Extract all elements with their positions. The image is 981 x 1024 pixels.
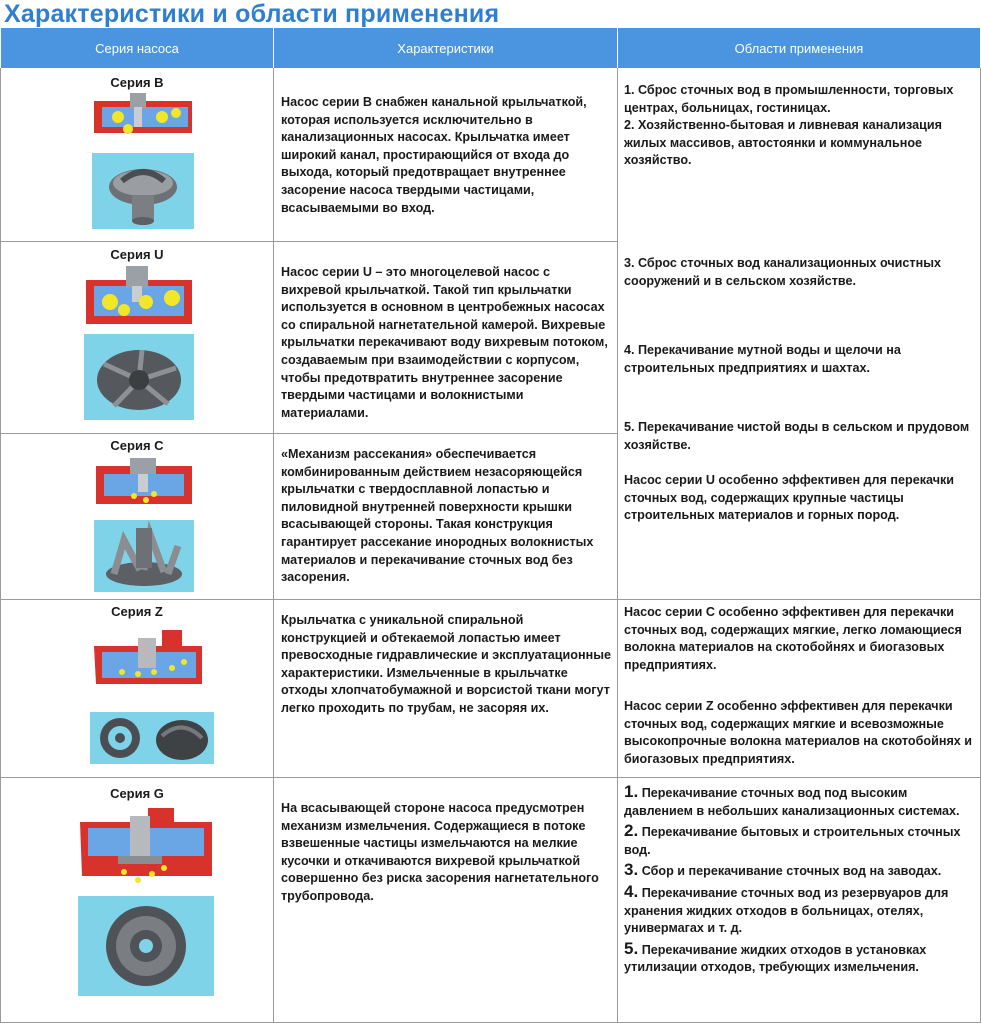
series-g-diagram bbox=[78, 806, 214, 890]
note-series-z: Насос серии Z особенно эффективен для перекачки сточных вод, содержащих мягкие и всевозможные высокопрочные волокна материалов на скотобойнях и биогазовых предприятиях. bbox=[624, 699, 973, 766]
series-u-diagram bbox=[84, 266, 194, 332]
series-b-diagram bbox=[92, 93, 194, 143]
g-application-number: 4. bbox=[624, 881, 639, 901]
series-z-impeller-photo bbox=[90, 712, 214, 764]
g-application-text: Перекачивание сточных вод из резервуаров для хранения жидких отходов в больницах, отелях, универмагах и т. д. bbox=[624, 885, 949, 936]
g-application-number: 5. bbox=[624, 938, 639, 958]
g-application-item bbox=[624, 940, 976, 977]
series-b-description: Насос серии B снабжен канальной крыльчаткой, которая используется исключительно в канализационных насосах. Крыльчатка имеет широкий канал, простирающийся от входа до выхода, который предотвращает внутреннее засорение насоса твердыми частицами, всасываемыми во вход. bbox=[281, 95, 587, 215]
header-characteristics: Характеристики bbox=[274, 28, 617, 68]
table-border-left bbox=[0, 68, 1, 1023]
g-application-number: 2. bbox=[624, 821, 639, 841]
row-divider-3 bbox=[0, 599, 981, 600]
series-z-description: Крыльчатка с уникальной спиральной конструкцией и обтекаемой лопастью имеет превосходные гидравлические и эксплуатационные характеристики. Измельченные в крыльчатке отходы хлопчатобумажной и ворсистой ткани могут легко проходить по трубам, не засоряя их. bbox=[281, 613, 611, 715]
row-divider-1 bbox=[0, 241, 618, 242]
series-b-impeller-photo bbox=[92, 153, 194, 229]
series-u-label: Серия U bbox=[110, 247, 164, 262]
row-divider-4 bbox=[0, 777, 981, 778]
application-1: 1. Сброс сточных вод в промышленности, торговых центрах, больницах, гостиницах. bbox=[624, 83, 954, 115]
application-3: 3. Сброс сточных вод канализационных очистных сооружений и в сельском хозяйстве. bbox=[624, 256, 941, 288]
table-divider-2 bbox=[617, 68, 618, 1023]
series-z-label: Серия Z bbox=[111, 604, 163, 619]
series-c-diagram bbox=[94, 458, 194, 512]
g-application-item bbox=[624, 861, 976, 881]
g-application-number: 3. bbox=[624, 860, 639, 880]
series-g-impeller-photo bbox=[78, 896, 214, 996]
g-application-list bbox=[624, 783, 976, 979]
series-z-diagram bbox=[92, 626, 212, 698]
g-application-text: Перекачивание жидких отходов в установках утилизации отходов, требующих измельчения. bbox=[624, 942, 927, 975]
series-b-label: Серия B bbox=[110, 75, 164, 90]
note-series-u: Насос серии U особенно эффективен для перекачки сточных вод, содержащих крупные частицы строительных материалов и горных пород. bbox=[624, 473, 955, 523]
header-series: Серия насоса bbox=[1, 28, 273, 68]
g-application-number: 1. bbox=[624, 782, 639, 801]
g-application-text: Сбор и перекачивание сточных вод на заводах. bbox=[641, 864, 942, 879]
g-application-text: Перекачивание сточных вод под высоким давлением в небольших канализационных системах. bbox=[624, 786, 960, 818]
series-g-description: На всасывающей стороне насоса предусмотрен механизм измельчения. Содержащиеся в потоке взвешенные частицы измельчаются на мелкие кусочки и откачиваются вихревой крыльчаткой совершенно без риска засорения нагнетательного трубопровода. bbox=[281, 801, 599, 903]
series-c-impeller-photo bbox=[94, 520, 194, 592]
g-application-item bbox=[624, 783, 976, 820]
series-u-impeller-photo bbox=[84, 334, 194, 420]
series-u-description: Насос серии U – это многоцелевой насос с вихревой крыльчаткой. Такой тип крыльчатки используется в основном в центробежных насосах со спиральной нагнетательной камерой. Вихревые крыльчатки перекачивают воду вихревым потоком, создаваемым при взаимодействии с корпусом, чтобы предотвратить внутреннее засорение твердыми частицами и волокнистыми материалами. bbox=[281, 265, 608, 420]
series-c-label: Серия C bbox=[110, 438, 164, 453]
application-2: 2. Хозяйственно-бытовая и ливневая канализация жилых массивов, автостоянки и коммунальное хозяйство. bbox=[624, 118, 942, 168]
table-border-bottom bbox=[0, 1022, 981, 1023]
g-application-text: Перекачивание бытовых и строительных сточных вод. bbox=[624, 825, 961, 857]
series-g-label: Серия G bbox=[110, 786, 164, 801]
note-series-c: Насос серии C особенно эффективен для перекачки сточных вод, содержащих мягкие, легко ломающиеся волокна материалов на скотобойнях и биогазовых предприятиях. bbox=[624, 605, 962, 672]
application-5: 5. Перекачивание чистой воды в сельском и прудовом хозяйстве. bbox=[624, 420, 970, 452]
series-c-description: «Механизм рассекания» обеспечивается комбинированным действием незасоряющейся крыльчатки с твердосплавной лопастью и пиловидной внутренней поверхности крышки всасывающей стороны. Такая конструкция гарантирует рассекание инородных волокнистых материалов и перекачивание сточных вод без засорения. bbox=[281, 447, 594, 585]
g-application-item bbox=[624, 883, 976, 938]
header-applications: Области применения bbox=[618, 28, 980, 68]
g-application-item bbox=[624, 822, 976, 859]
page-title: Характеристики и области применения bbox=[4, 0, 500, 28]
row-divider-2 bbox=[0, 433, 618, 434]
table-divider-1 bbox=[273, 68, 274, 1023]
application-4: 4. Перекачивание мутной воды и щелочи на строительных предприятиях и шахтах. bbox=[624, 343, 901, 375]
